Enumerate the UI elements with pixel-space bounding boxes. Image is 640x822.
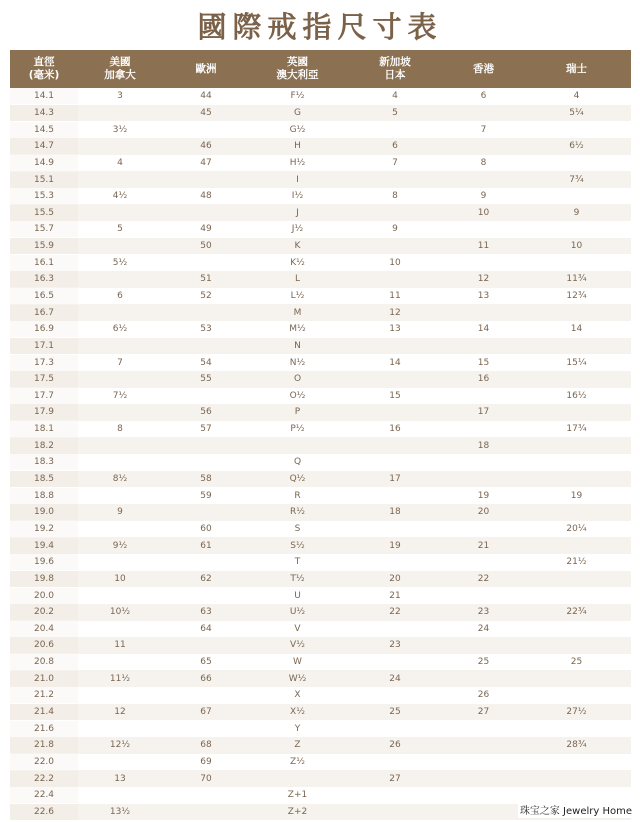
table-row	[10, 754, 631, 771]
cell-europe: 47	[200, 157, 212, 168]
cell-uk-australia: O½	[289, 390, 306, 401]
header-us-canada: 美國 加拿大	[104, 56, 136, 81]
cell-hongkong: 26	[477, 690, 490, 701]
cell-us-canada: 12½	[109, 740, 131, 751]
table-row	[10, 354, 631, 371]
cell-europe: 51	[200, 274, 212, 285]
cell-switzerland: 21½	[566, 557, 587, 568]
table-row	[10, 304, 631, 321]
cell-switzerland: 19	[570, 490, 583, 501]
cell-europe: 66	[200, 673, 212, 684]
header-diameter: 直徑 (毫米)	[28, 56, 60, 81]
cell-diameter: 14.1	[10, 88, 78, 104]
cell-diameter: 21.6	[10, 721, 78, 737]
cell-switzerland: 7¾	[569, 174, 584, 185]
table-row	[10, 687, 631, 704]
table-row	[10, 371, 631, 388]
cell-singapore-japan: 17	[389, 474, 401, 485]
header-uk-australia: 英國 澳大利亞	[276, 56, 319, 81]
table-row	[10, 238, 631, 255]
cell-europe: 63	[200, 607, 212, 618]
cell-uk-australia: V½	[290, 640, 305, 651]
table-row	[10, 254, 631, 271]
table-row	[10, 105, 631, 122]
cell-us-canada: 7½	[112, 390, 128, 401]
cell-singapore-japan: 4	[392, 91, 398, 102]
cell-diameter: 21.0	[10, 671, 78, 687]
cell-diameter: 18.8	[10, 488, 78, 504]
cell-switzerland: 5¼	[569, 107, 584, 118]
cell-hongkong: 25	[477, 657, 490, 668]
cell-uk-australia: W	[293, 657, 302, 668]
cell-diameter: 19.6	[10, 554, 78, 570]
cell-uk-australia: U½	[289, 607, 306, 618]
table-row	[10, 737, 631, 754]
table-row	[10, 321, 631, 338]
cell-singapore-japan: 9	[392, 224, 398, 235]
cell-diameter: 18.5	[10, 471, 78, 487]
cell-uk-australia: Z+2	[287, 806, 308, 817]
cell-hongkong: 20	[477, 507, 490, 518]
table-row	[10, 670, 631, 687]
cell-europe: 54	[200, 357, 212, 368]
cell-us-canada: 9	[117, 507, 123, 518]
table-row	[10, 654, 631, 671]
cell-us-canada: 4½	[112, 191, 128, 202]
cell-diameter: 20.4	[10, 621, 78, 637]
cell-us-canada: 11½	[109, 673, 131, 684]
cell-switzerland: 17¾	[566, 424, 587, 435]
cell-hongkong: 9	[480, 191, 487, 202]
table-row	[10, 537, 631, 554]
cell-us-canada: 10½	[109, 607, 131, 618]
cell-diameter: 20.6	[10, 637, 78, 653]
cell-uk-australia: J½	[291, 224, 304, 235]
cell-switzerland: 14	[570, 324, 583, 335]
cell-europe: 45	[200, 107, 212, 118]
cell-diameter: 15.5	[10, 205, 78, 221]
watermark: 珠宝之家 Jewelry Home	[518, 801, 634, 818]
table-row	[10, 188, 631, 205]
cell-hongkong: 7	[480, 124, 487, 135]
cell-diameter: 19.8	[10, 571, 78, 587]
cell-diameter: 18.1	[10, 421, 78, 437]
cell-diameter: 14.7	[10, 138, 78, 154]
cell-hongkong: 27	[477, 707, 490, 718]
cell-hongkong: 22	[477, 573, 490, 584]
cell-hongkong: 11	[477, 241, 490, 252]
cell-europe: 59	[200, 490, 212, 501]
cell-uk-australia: Z+1	[287, 790, 308, 801]
cell-europe: 55	[200, 374, 212, 385]
cell-us-canada: 4	[117, 157, 123, 168]
cell-hongkong: 14	[477, 324, 490, 335]
cell-uk-australia: U	[294, 590, 301, 601]
cell-hongkong: 24	[477, 623, 490, 634]
cell-switzerland: 15¼	[566, 357, 587, 368]
cell-diameter: 17.7	[10, 388, 78, 404]
cell-switzerland: 12¾	[566, 291, 587, 301]
cell-diameter: 21.4	[10, 704, 78, 720]
cell-us-canada: 8½	[112, 474, 128, 485]
table-row	[10, 138, 631, 155]
cell-singapore-japan: 23	[389, 640, 401, 651]
table-row	[10, 404, 631, 421]
cell-diameter: 21.8	[10, 737, 78, 753]
cell-uk-australia: Z	[294, 740, 301, 751]
cell-europe: 46	[200, 141, 212, 152]
cell-uk-australia: V	[294, 623, 301, 634]
cell-switzerland: 27½	[566, 707, 587, 718]
cell-diameter: 19.4	[10, 538, 78, 554]
cell-uk-australia: T½	[290, 573, 305, 584]
table-row	[10, 704, 631, 721]
cell-us-canada: 6	[117, 291, 123, 301]
cell-uk-australia: I	[296, 174, 299, 185]
table-row	[10, 121, 631, 138]
cell-diameter: 22.0	[10, 754, 78, 770]
cell-diameter: 22.4	[10, 787, 78, 803]
table-row	[10, 637, 631, 654]
cell-uk-australia: K	[294, 241, 301, 252]
cell-uk-australia: K½	[290, 257, 305, 268]
cell-hongkong: 19	[477, 490, 490, 501]
cell-diameter: 17.5	[10, 371, 78, 387]
cell-hongkong: 8	[480, 157, 487, 168]
cell-us-canada: 8	[117, 424, 123, 435]
cell-singapore-japan: 26	[389, 740, 401, 751]
cell-switzerland: 11¾	[566, 274, 587, 285]
cell-europe: 57	[200, 424, 212, 435]
cell-singapore-japan: 14	[389, 357, 401, 368]
table-row	[10, 421, 631, 438]
cell-diameter: 16.7	[10, 305, 78, 321]
cell-uk-australia: Z½	[290, 756, 305, 767]
cell-singapore-japan: 8	[392, 191, 398, 202]
header-hongkong: 香港	[473, 62, 494, 75]
cell-uk-australia: X½	[290, 707, 305, 718]
cell-uk-australia: Q	[293, 457, 302, 468]
cell-europe: 69	[200, 756, 212, 767]
cell-diameter: 15.9	[10, 238, 78, 254]
cell-uk-australia: X	[294, 690, 301, 701]
cell-europe: 48	[200, 191, 212, 202]
cell-uk-australia: M	[293, 307, 302, 318]
cell-hongkong: 18	[477, 440, 490, 451]
cell-uk-australia: H½	[289, 157, 306, 168]
cell-uk-australia: T	[294, 557, 301, 568]
cell-hongkong: 23	[477, 607, 490, 618]
cell-uk-australia: I½	[291, 191, 304, 202]
cell-diameter: 18.2	[10, 438, 78, 454]
cell-uk-australia: P½	[290, 424, 305, 435]
cell-europe: 53	[200, 324, 212, 335]
cell-uk-australia: H	[294, 141, 301, 152]
cell-us-canada: 9½	[112, 540, 128, 551]
table-row	[10, 88, 631, 105]
cell-europe: 70	[200, 773, 212, 784]
cell-uk-australia: J	[296, 207, 299, 218]
cell-diameter: 19.2	[10, 521, 78, 537]
cell-us-canada: 3½	[112, 124, 128, 135]
cell-singapore-japan: 7	[392, 157, 398, 168]
cell-uk-australia: O	[293, 374, 302, 385]
cell-hongkong: 16	[477, 374, 490, 385]
cell-singapore-japan: 18	[389, 507, 401, 518]
table-row	[10, 204, 631, 221]
cell-diameter: 17.3	[10, 355, 78, 371]
cell-switzerland: 25	[570, 657, 583, 668]
cell-singapore-japan: 6	[392, 141, 398, 152]
table-row	[10, 271, 631, 288]
cell-us-canada: 13	[114, 773, 126, 784]
table-row	[10, 288, 631, 305]
cell-us-canada: 10	[114, 573, 126, 584]
cell-uk-australia: G½	[289, 124, 306, 135]
cell-hongkong: 17	[477, 407, 490, 418]
cell-europe: 61	[200, 540, 212, 551]
cell-diameter: 20.2	[10, 604, 78, 620]
cell-europe: 62	[200, 573, 212, 584]
cell-singapore-japan: 15	[389, 390, 401, 401]
size-table-body	[10, 88, 631, 820]
cell-us-canada: 6½	[112, 324, 128, 335]
cell-singapore-japan: 19	[389, 540, 401, 551]
cell-diameter: 19.0	[10, 504, 78, 520]
cell-uk-australia: L½	[290, 291, 305, 301]
cell-europe: 58	[200, 474, 212, 485]
cell-us-canada: 13½	[109, 806, 131, 817]
cell-diameter: 15.3	[10, 188, 78, 204]
table-header	[10, 50, 631, 88]
cell-us-canada: 3	[117, 91, 123, 102]
cell-uk-australia: P	[294, 407, 301, 418]
cell-uk-australia: L	[294, 274, 300, 285]
table-row	[10, 487, 631, 504]
table-row	[10, 454, 631, 471]
cell-singapore-japan: 16	[389, 424, 401, 435]
cell-switzerland: 4	[573, 91, 580, 102]
cell-diameter: 15.1	[10, 172, 78, 188]
cell-diameter: 16.9	[10, 321, 78, 337]
table-row	[10, 171, 631, 188]
table-row	[10, 604, 631, 621]
cell-singapore-japan: 11	[389, 291, 401, 301]
cell-europe: 52	[200, 291, 212, 301]
cell-europe: 67	[200, 707, 212, 718]
cell-uk-australia: S½	[290, 540, 305, 551]
cell-diameter: 14.5	[10, 122, 78, 138]
cell-singapore-japan: 24	[389, 673, 401, 684]
cell-switzerland: 9	[573, 207, 580, 218]
table-row	[10, 720, 631, 737]
cell-hongkong: 21	[477, 540, 490, 551]
cell-singapore-japan: 13	[389, 324, 401, 335]
cell-uk-australia: R	[294, 490, 301, 501]
cell-uk-australia: G	[294, 107, 301, 118]
table-row	[10, 504, 631, 521]
cell-europe: 50	[200, 241, 212, 252]
cell-europe: 68	[200, 740, 212, 751]
table-row	[10, 221, 631, 238]
cell-singapore-japan: 21	[389, 590, 401, 601]
cell-europe: 60	[200, 523, 212, 534]
cell-uk-australia: Y	[294, 723, 301, 734]
cell-us-canada: 11	[114, 640, 126, 651]
cell-singapore-japan: 25	[389, 707, 401, 718]
cell-switzerland: 28¾	[566, 740, 587, 751]
cell-us-canada: 5½	[112, 257, 128, 268]
cell-us-canada: 12	[114, 707, 126, 718]
cell-diameter: 14.3	[10, 105, 78, 121]
table-row	[10, 571, 631, 588]
cell-hongkong: 15	[477, 357, 490, 368]
cell-diameter: 22.6	[10, 804, 78, 820]
cell-diameter: 21.2	[10, 687, 78, 703]
header-switzerland: 瑞士	[566, 62, 587, 75]
cell-hongkong: 6	[480, 91, 487, 102]
cell-diameter: 17.1	[10, 338, 78, 354]
table-row	[10, 437, 631, 454]
header-europe: 歐洲	[195, 62, 217, 75]
cell-singapore-japan: 10	[389, 257, 401, 268]
table-row	[10, 388, 631, 405]
cell-hongkong: 12	[477, 274, 490, 285]
cell-singapore-japan: 27	[389, 773, 401, 784]
cell-diameter: 16.3	[10, 271, 78, 287]
cell-singapore-japan: 22	[389, 607, 401, 618]
cell-uk-australia: W½	[288, 673, 307, 684]
table-row	[10, 338, 631, 355]
table-row	[10, 471, 631, 488]
cell-uk-australia: Q½	[289, 474, 306, 485]
cell-hongkong: 13	[477, 291, 490, 301]
cell-uk-australia: M½	[289, 324, 306, 335]
cell-diameter: 18.3	[10, 454, 78, 470]
cell-singapore-japan: 12	[389, 307, 401, 318]
cell-diameter: 20.8	[10, 654, 78, 670]
cell-europe: 65	[200, 657, 212, 668]
cell-diameter: 17.9	[10, 404, 78, 420]
cell-switzerland: 16½	[566, 390, 587, 401]
cell-uk-australia: N½	[289, 357, 306, 368]
cell-uk-australia: S	[294, 523, 301, 534]
page-title: 國際戒指尺寸表	[197, 10, 443, 44]
table-row	[10, 770, 631, 787]
cell-europe: 56	[200, 407, 212, 418]
table-row	[10, 554, 631, 571]
cell-switzerland: 6½	[569, 141, 584, 152]
cell-europe: 64	[200, 623, 212, 634]
table-row	[10, 155, 631, 172]
cell-diameter: 22.2	[10, 771, 78, 787]
cell-hongkong: 10	[477, 207, 490, 218]
cell-europe: 49	[200, 224, 212, 235]
cell-uk-australia: R½	[290, 507, 305, 518]
cell-diameter: 15.7	[10, 221, 78, 237]
cell-us-canada: 7	[117, 357, 123, 368]
cell-singapore-japan: 5	[392, 107, 398, 118]
cell-diameter: 16.5	[10, 288, 78, 304]
cell-switzerland: 22¾	[566, 607, 587, 618]
table-row	[10, 521, 631, 538]
cell-switzerland: 20¼	[566, 523, 587, 534]
cell-singapore-japan: 20	[389, 573, 401, 584]
header-singapore-japan: 新加坡 日本	[379, 56, 411, 81]
table-row	[10, 621, 631, 638]
cell-diameter: 20.0	[10, 588, 78, 604]
cell-diameter: 16.1	[10, 255, 78, 271]
cell-europe: 44	[200, 91, 212, 102]
cell-us-canada: 5	[117, 224, 123, 235]
cell-switzerland: 10	[570, 241, 583, 252]
cell-uk-australia: N	[294, 340, 301, 351]
cell-diameter: 14.9	[10, 155, 78, 171]
cell-uk-australia: F½	[290, 91, 305, 102]
table-row	[10, 587, 631, 604]
